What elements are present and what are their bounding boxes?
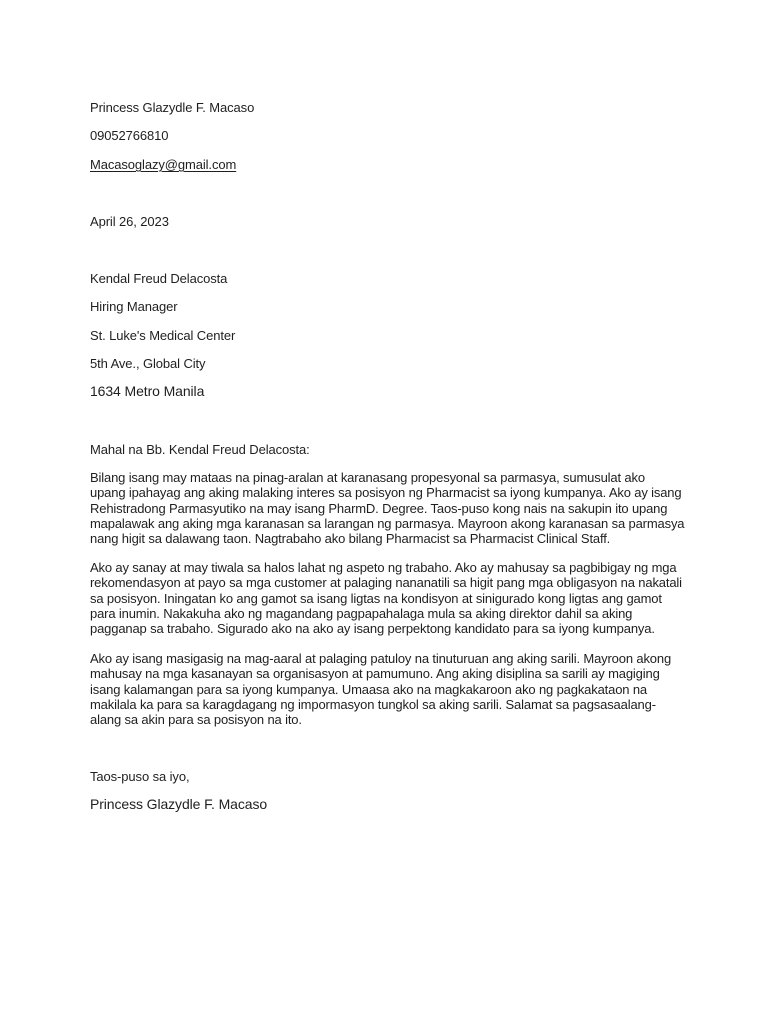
- recipient-name: Kendal Freud Delacosta: [90, 271, 228, 286]
- paragraph-line: sa posisyon. Iningatan ko ang gamot sa isang ligtas na kondisyon at sinigurado kong ligtas ang gamot: [90, 590, 662, 606]
- sender-email-link[interactable]: Macasoglazy@gmail.com: [90, 157, 237, 172]
- paragraph-line: para inumin. Nakakuha ako ng magandang pagpapahalaga mula sa aking direktor dahil sa aking: [90, 605, 633, 621]
- paragraph-line: isang kalamangan para sa iyong kumpanya. Umaasa ako na magkakaroon ako ng pagkakataon na: [90, 681, 648, 697]
- signature-name: Princess Glazydle F. Macaso: [90, 796, 268, 812]
- body-paragraph-1: [90, 470, 690, 546]
- paragraph-line: pagganap sa trabaho. Sigurado ako na ako ay isang perpektong kandidato para sa iyong kumpanya.: [90, 621, 655, 637]
- paragraph-line: Rehistradong Parmasyutiko na may isang PharmD. Degree. Taos-puso kong nais na sakupin ito upang: [90, 500, 668, 516]
- salutation: Mahal na Bb. Kendal Freud Delacosta:: [90, 442, 310, 457]
- paragraph-line: mahusay na mga kasanayan sa organisasyon at pamumuno. Ang aking disiplina sa sarili ay magiging: [90, 666, 660, 682]
- paragraph-line: rekomendasyon at payo sa mga customer at palaging nananatili sa higit pang mga obligasyon na nakatali: [90, 575, 682, 591]
- paragraph-line: alang sa akin para sa posisyon na ito.: [90, 712, 302, 728]
- body-paragraph-3: [90, 651, 690, 727]
- closing: Taos-puso sa iyo,: [90, 769, 190, 784]
- paragraph-line: upang ipahayag ang aking malaking interes sa posisyon ng Pharmacist sa iyong kumpanya. Ako ay isang: [90, 485, 682, 501]
- recipient-title: Hiring Manager: [90, 299, 178, 314]
- paragraph-line: mapalawak ang aking mga karanasan sa larangan ng parmasya. Mayroon akong karanasan sa parmasya: [90, 515, 685, 531]
- sender-name: Princess Glazydle F. Macaso: [90, 100, 255, 115]
- paragraph-line: nang higit sa dalawang taon. Nagtrabaho ako bilang Pharmacist sa Pharmacist Clinical Staff.: [90, 531, 611, 547]
- body-paragraph-2: [90, 560, 690, 636]
- paragraph-line: makilala ka para sa karagdagang ng impormasyon tungkol sa aking sarili. Salamat sa pagsasaalang-: [90, 696, 656, 712]
- recipient-address-line1: 5th Ave., Global City: [90, 356, 206, 371]
- recipient-company: St. Luke's Medical Center: [90, 328, 236, 343]
- paragraph-line: Ako ay sanay at may tiwala sa halos lahat ng aspeto ng trabaho. Ako ay mahusay sa pagbibigay ng mga: [90, 560, 677, 575]
- recipient-address-line2: 1634 Metro Manila: [90, 383, 205, 399]
- paragraph-line: Bilang isang may mataas na pinag-aralan at karanasang propesyonal sa parmasya, sumusulat ako: [90, 470, 645, 485]
- paragraph-line: Ako ay isang masigasig na mag-aaral at palaging patuloy na tinuturuan ang aking sarili. Mayroon akong: [90, 651, 672, 666]
- sender-phone: 09052766810: [90, 128, 169, 143]
- letter-date: April 26, 2023: [90, 214, 169, 229]
